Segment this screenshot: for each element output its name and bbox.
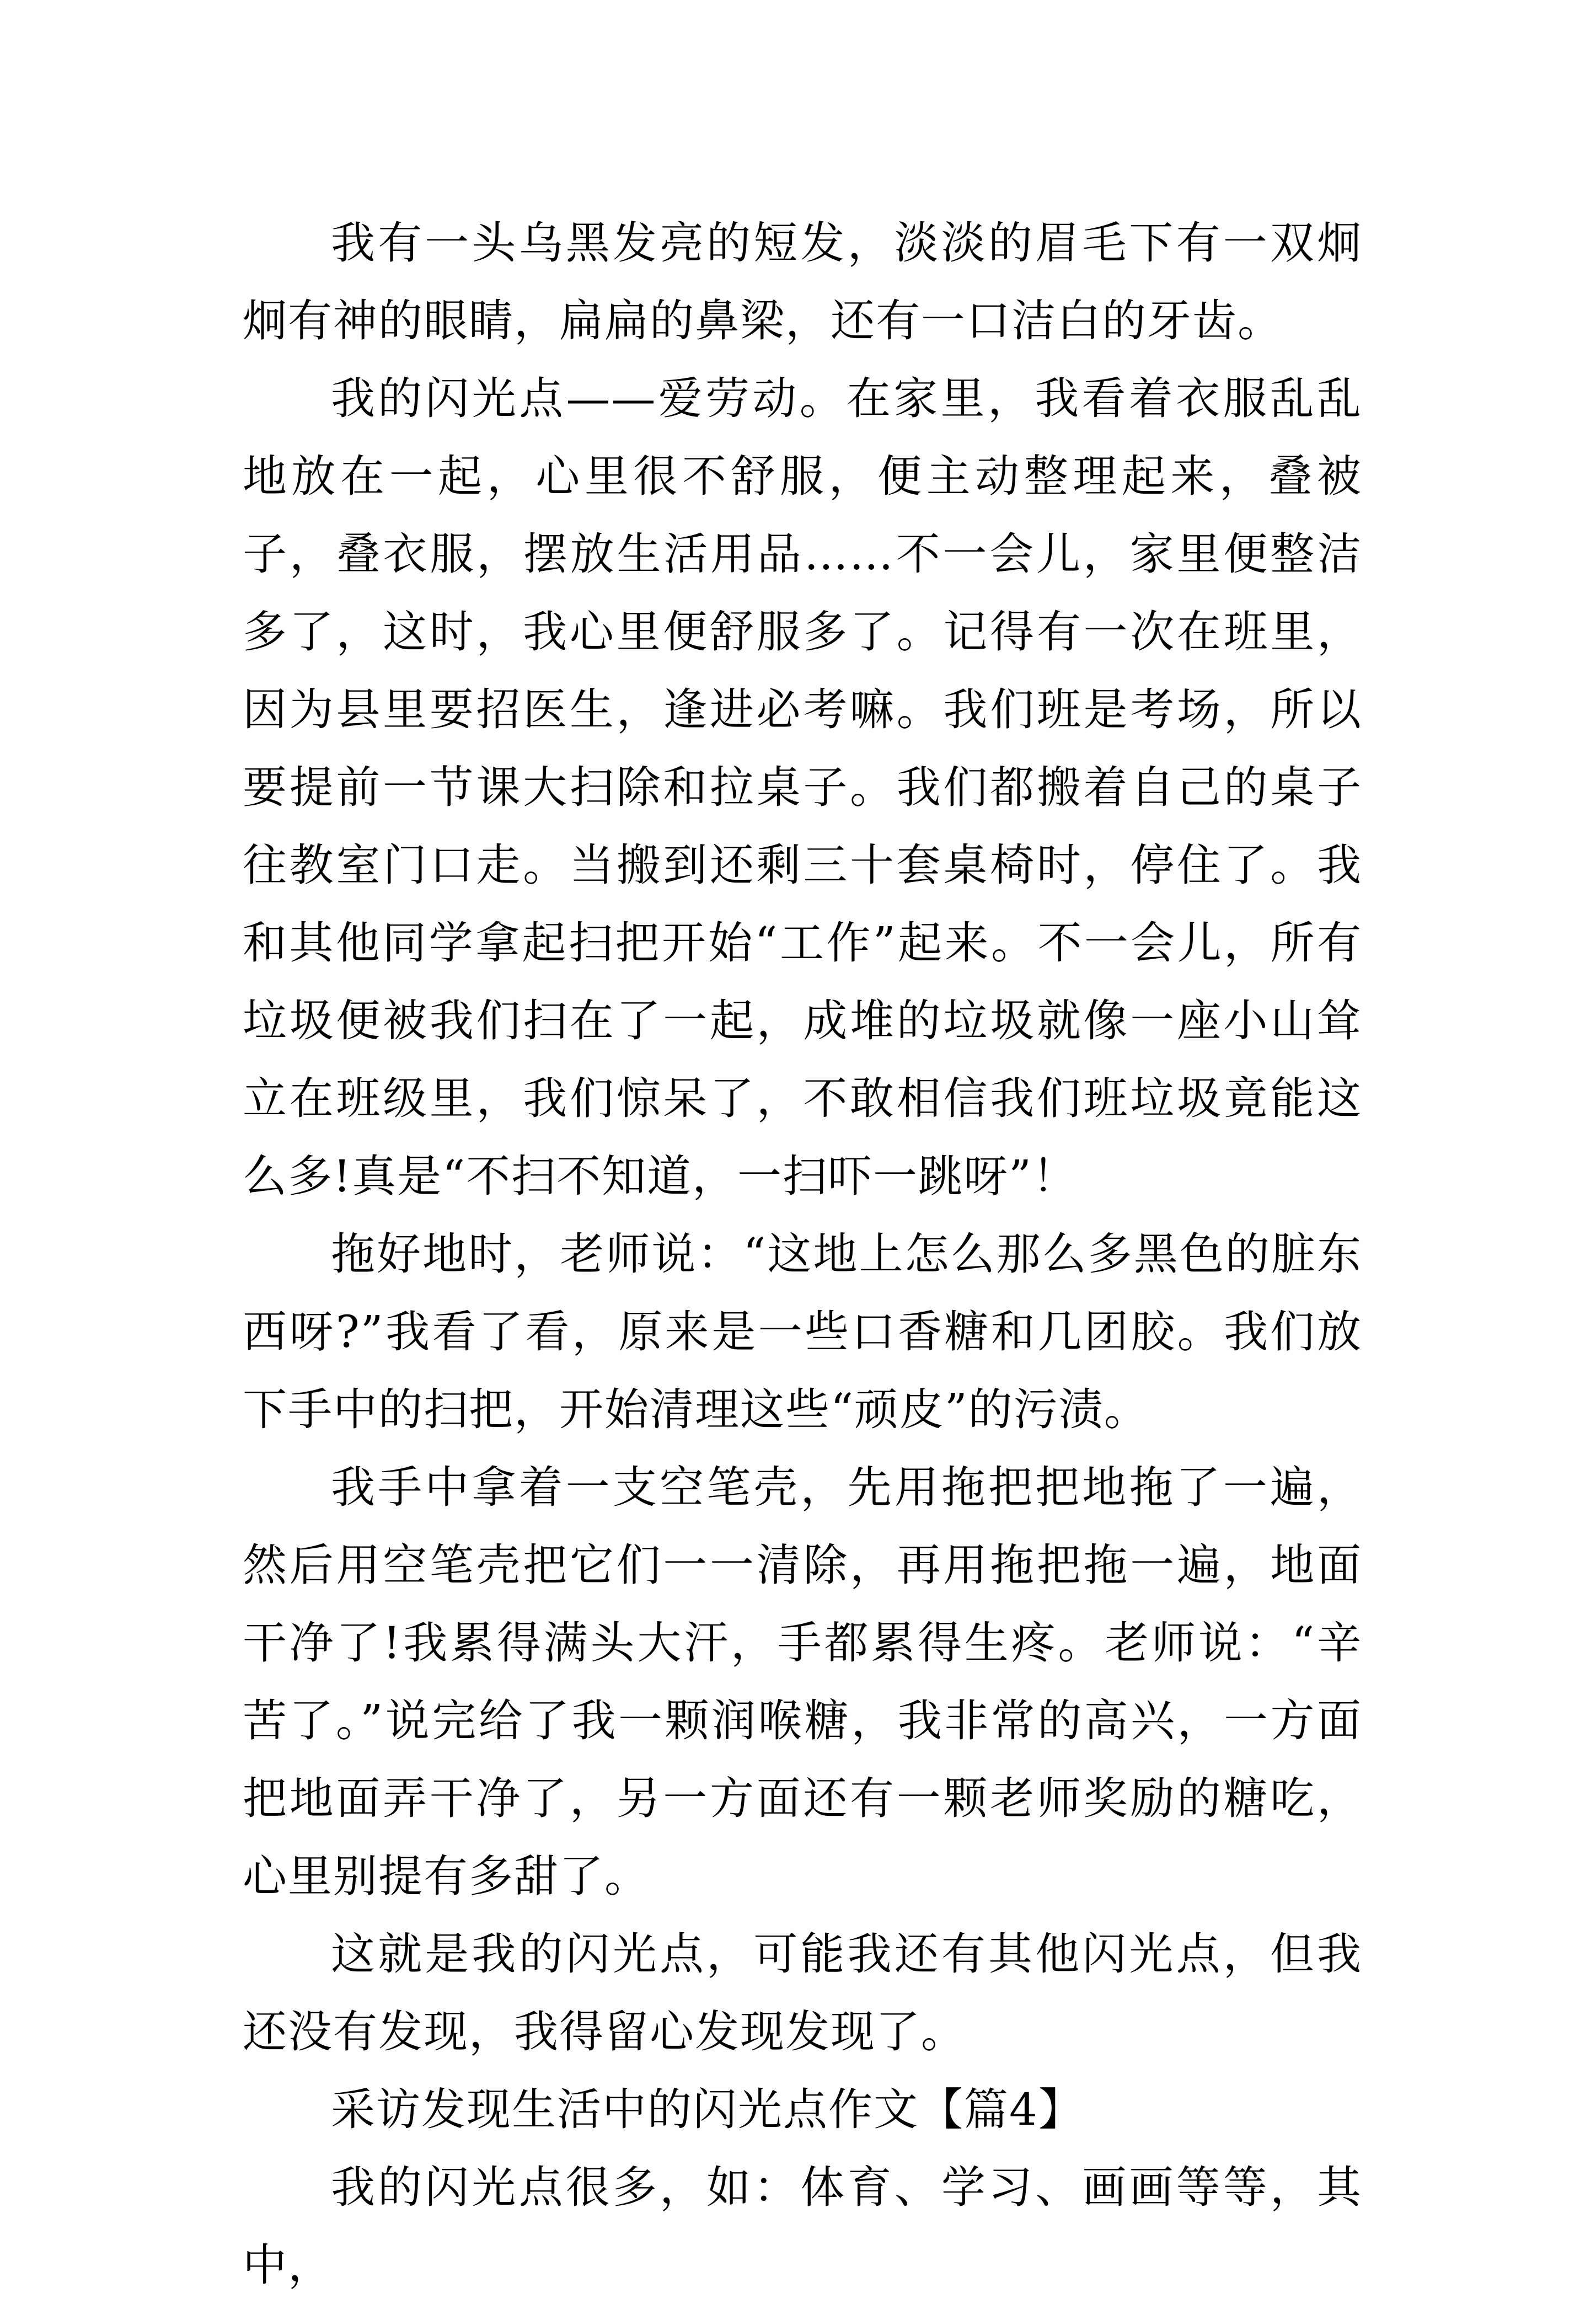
paragraph-love-labor: 我的闪光点——爱劳动。在家里，我看着衣服乱乱地放在一起，心里很不舒服，便主动整理起来，叠被子，叠衣服，摆放生活用品……不一会儿，家里便整洁多了，这时，我心里便舒服多了。记得有一次在班里，因为县里要招医生，逢进必考嘛。我们班是考场，所以要提前一节课大扫除和拉桌子。我们都搬着自己的桌子往教室门口走。当搬到还剩三十套桌椅时，停住了。我和其他同学拿起扫把开始“工作”起来。不一会儿，所有垃圾便被我们扫在了一起，成堆的垃圾就像一座小山耸立在班级里，我们惊呆了，不敢相信我们班垃圾竟能这么多!真是“不扫不知道，一扫吓一跳呀”！	[243, 373, 1362, 1202]
paragraph-mopping-floor: 拖好地时，老师说：“这地上怎么那么多黑色的脏东西呀?”我看了看，原来是一些口香糖和几团胶。我们放下手中的扫把，开始清理这些“顽皮”的污渍。	[243, 1228, 1362, 1435]
paragraph-cleaning-stains: 我手中拿着一支空笔壳，先用拖把把地拖了一遍，然后用空笔壳把它们一一清除，再用拖把拖一遍，地面干净了!我累得满头大汗，手都累得生疼。老师说：“辛苦了。”说完给了我一颗润喉糖，我非常的高兴，一方面把地面弄干净了，另一方面还有一颗老师奖励的糖吃，心里别提有多甜了。	[243, 1462, 1362, 1902]
paragraph-appearance: 我有一头乌黑发亮的短发，淡淡的眉毛下有一双炯炯有神的眼睛，扁扁的鼻梁，还有一口洁白的牙齿。	[243, 217, 1362, 346]
section-heading: 采访发现生活中的闪光点作文【篇4】	[331, 2084, 1084, 2135]
paragraph-next-section: 我的闪光点很多，如：体育、学习、画画等等，其中，	[243, 2162, 1362, 2291]
document-body	[243, 204, 1362, 2304]
paragraph-conclusion: 这就是我的闪光点，可能我还有其他闪光点，但我还没有发现，我得留心发现发现了。	[243, 1928, 1362, 2057]
